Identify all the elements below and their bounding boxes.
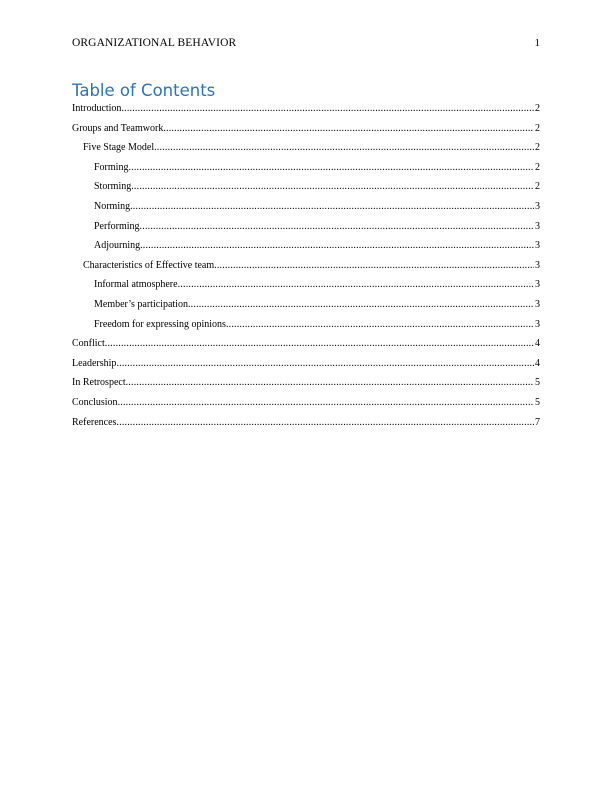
toc-entry-label: Conflict <box>72 338 105 350</box>
toc-entry-label: Groups and Teamwork <box>72 122 164 134</box>
toc-entry-page-number: 5 <box>535 377 540 389</box>
toc-entry-page-number: 2 <box>535 122 540 134</box>
toc-entry[interactable] <box>72 299 540 319</box>
toc-entry[interactable] <box>72 103 540 123</box>
toc-entry[interactable] <box>72 397 540 417</box>
dot-leader <box>188 299 534 310</box>
dot-leader <box>105 338 534 349</box>
toc-entry-page-number: 3 <box>535 200 540 212</box>
toc-entry-label: Norming <box>94 200 131 212</box>
toc-entry[interactable] <box>72 377 540 397</box>
toc-entry[interactable] <box>72 201 540 221</box>
toc-entry-label: Performing <box>94 220 140 232</box>
dot-leader <box>226 319 534 330</box>
toc-entry[interactable] <box>72 358 540 378</box>
page-number: 1 <box>534 37 540 49</box>
toc-entry-page-number: 3 <box>535 298 540 310</box>
dot-leader <box>140 240 534 251</box>
toc-entry-label: Freedom for expressing opinions <box>94 318 226 330</box>
dot-leader <box>140 221 534 232</box>
toc-entry[interactable] <box>72 221 540 241</box>
toc-entry[interactable] <box>72 417 540 437</box>
dot-leader <box>118 397 534 408</box>
table-of-contents <box>72 103 540 436</box>
toc-entry-label: Leadership <box>72 357 117 369</box>
toc-entry-page-number: 3 <box>535 220 540 232</box>
toc-entry-page-number: 2 <box>535 142 540 154</box>
toc-entry-label: References <box>72 416 117 428</box>
toc-entry[interactable] <box>72 319 540 339</box>
dot-leader <box>130 201 534 212</box>
toc-entry-page-number: 4 <box>535 338 540 350</box>
toc-entry-label: Introduction <box>72 103 122 114</box>
toc-entry-label: Adjourning <box>94 240 141 252</box>
running-head: ORGANIZATIONAL BEHAVIOR <box>72 37 237 49</box>
dot-leader <box>126 377 534 388</box>
toc-entry-page-number: 3 <box>535 240 540 252</box>
dot-leader <box>121 103 534 114</box>
toc-entry-label: Forming <box>94 161 129 173</box>
toc-entry-page-number: 4 <box>535 357 540 369</box>
toc-entry-label: Informal atmosphere <box>94 279 178 291</box>
toc-title: Table of Contents <box>72 81 216 100</box>
toc-entry[interactable] <box>72 338 540 358</box>
toc-entry[interactable] <box>72 260 540 280</box>
dot-leader <box>131 181 534 192</box>
toc-entry-page-number: 2 <box>535 181 540 193</box>
toc-entry-label: Storming <box>94 181 132 193</box>
toc-entry[interactable] <box>72 240 540 260</box>
dot-leader <box>214 260 534 271</box>
toc-entry-page-number: 7 <box>535 416 540 428</box>
toc-entry-page-number: 3 <box>535 318 540 330</box>
dot-leader <box>116 358 534 369</box>
toc-entry[interactable] <box>72 142 540 162</box>
toc-entry[interactable] <box>72 279 540 299</box>
toc-entry-page-number: 5 <box>535 396 540 408</box>
dot-leader <box>163 123 534 134</box>
toc-entry-page-number: 2 <box>535 103 540 114</box>
dot-leader <box>154 142 534 153</box>
toc-entry-page-number: 3 <box>535 259 540 271</box>
toc-entry-label: Conclusion <box>72 396 118 408</box>
toc-entry-label: Member’s participation <box>94 298 188 310</box>
dot-leader <box>128 162 534 173</box>
toc-entry-label: Characteristics of Effective team <box>83 259 215 271</box>
toc-entry[interactable] <box>72 123 540 143</box>
toc-entry[interactable] <box>72 181 540 201</box>
toc-entry-label: In Retrospect <box>72 377 126 389</box>
toc-entry-page-number: 3 <box>535 279 540 291</box>
toc-entry[interactable] <box>72 162 540 182</box>
page-header <box>72 37 540 51</box>
dot-leader <box>178 279 534 290</box>
dot-leader <box>116 417 534 428</box>
toc-entry-label: Five Stage Model <box>83 142 155 154</box>
toc-entry-page-number: 2 <box>535 161 540 173</box>
